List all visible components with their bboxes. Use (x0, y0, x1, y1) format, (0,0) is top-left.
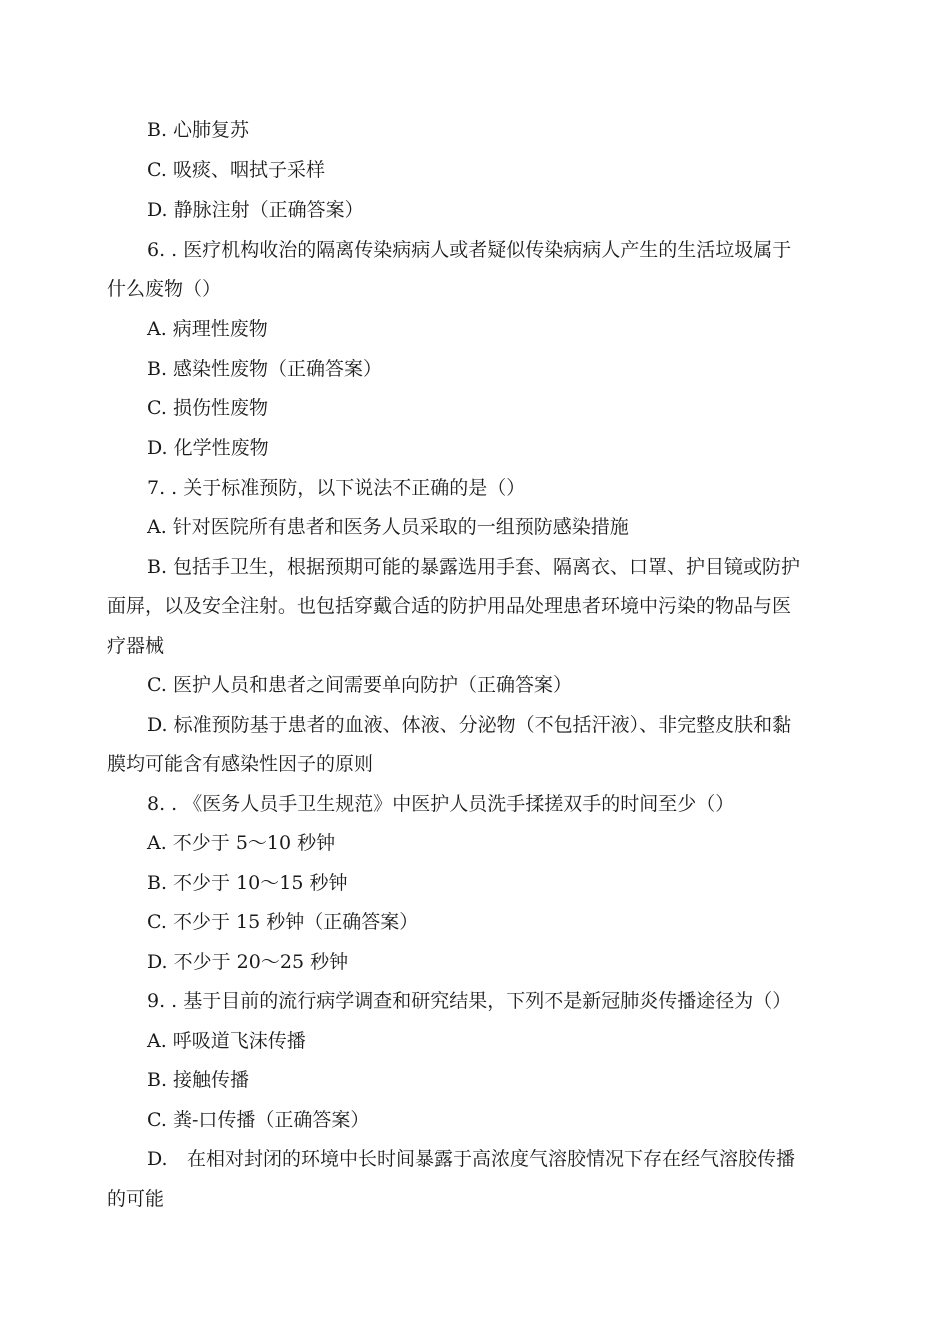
q5-option-b: B. 心肺复苏 (147, 119, 250, 141)
q5-option-d: D. 静脉注射（正确答案） (147, 199, 364, 221)
q8-option-b: B. 不少于 10〜15 秒钟 (147, 872, 348, 894)
q8-question: 8. . 《医务人员手卫生规范》中医护人员洗手揉搓双手的时间至少（） (147, 793, 735, 815)
q7-option-a: A. 针对医院所有患者和医务人员采取的一组预防感染措施 (147, 516, 629, 538)
q5-option-c: C. 吸痰、咽拭子采样 (147, 159, 325, 181)
q9-option-c: C. 粪-口传播（正确答案） (147, 1109, 370, 1131)
q6-question-cont: 什么废物（） (107, 278, 222, 300)
q6-option-d: D. 化学性废物 (147, 437, 269, 459)
q7-option-b-cont2: 疗器械 (107, 635, 165, 657)
q9-option-a: A. 呼吸道飞沫传播 (147, 1030, 306, 1052)
q9-option-d-label: D. (147, 1148, 168, 1170)
q8-option-d: D. 不少于 20〜25 秒钟 (147, 951, 349, 973)
q7-option-c: C. 医护人员和患者之间需要单向防护（正确答案） (147, 674, 572, 696)
q6-option-a: A. 病理性废物 (147, 318, 268, 340)
q9-option-d-cont: 的可能 (107, 1188, 165, 1210)
q8-option-c: C. 不少于 15 秒钟（正确答案） (147, 911, 419, 933)
q7-question: 7. . 关于标准预防，以下说法不正确的是（） (147, 477, 526, 499)
q6-option-c: C. 损伤性废物 (147, 397, 268, 419)
q9-option-d-text: 在相对封闭的环境中长时间暴露于高浓度气溶胶情况下存在经气溶胶传播 (187, 1148, 796, 1170)
q6-question: 6. . 医疗机构收治的隔离传染病病人或者疑似传染病病人产生的生活垃圾属于 (147, 239, 792, 261)
q7-option-d-cont: 膜均可能含有感染性因子的原则 (107, 753, 374, 775)
q9-question: 9. . 基于目前的流行病学调查和研究结果，下列不是新冠肺炎传播途径为（） (147, 990, 792, 1012)
q7-option-b: B. 包括手卫生，根据预期可能的暴露选用手套、隔离衣、口罩、护目镜或防护 (147, 556, 801, 578)
q8-option-a: A. 不少于 5〜10 秒钟 (147, 832, 336, 854)
q6-option-b: B. 感染性废物（正确答案） (147, 358, 383, 380)
q9-option-b: B. 接触传播 (147, 1069, 250, 1091)
q7-option-d: D. 标准预防基于患者的血液、体液、分泌物（不包括汗液）、非完整皮肤和黏 (147, 714, 792, 736)
q7-option-b-cont1: 面屏，以及安全注射。也包括穿戴合适的防护用品处理患者环境中污染的物品与医 (107, 595, 792, 617)
